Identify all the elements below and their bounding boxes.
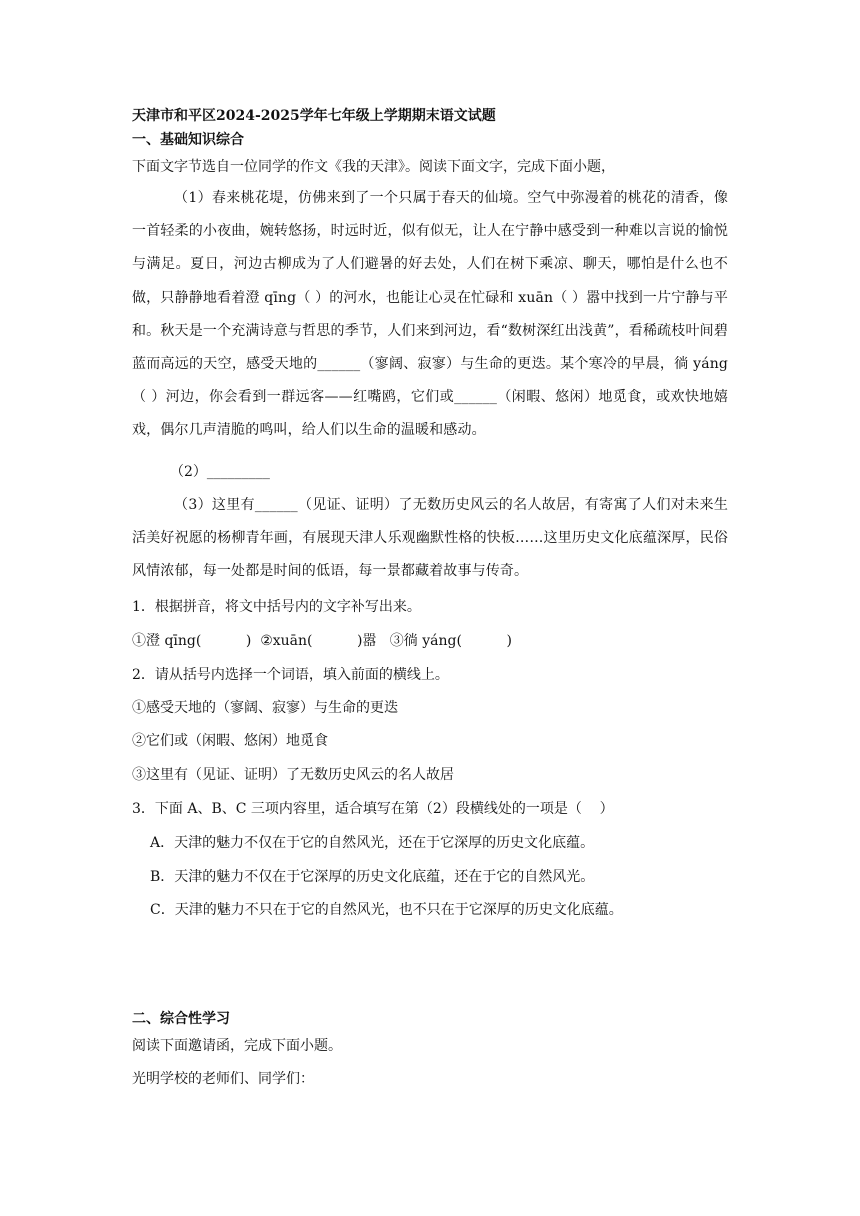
section2-intro: 阅读下面邀请函，完成下面小题。	[132, 1038, 342, 1054]
question-1-blanks: ①澄 qīng( ) ②xuān( )嚣 ③徜 yáng( )	[132, 633, 512, 649]
section2-heading: 二、综合性学习	[132, 1011, 230, 1027]
question-3-option-a: A．天津的魅力不仅在于它的自然风光，还在于它深厚的历史文化底蕴。	[150, 835, 595, 851]
question-1: 1．根据拼音，将文中括号内的文字补写出来。	[132, 599, 421, 615]
invitation-greeting: 光明学校的老师们、同学们：	[132, 1071, 314, 1087]
section1-heading: 一、基础知识综合	[132, 132, 244, 148]
question-2-item: ③这里有（见证、证明）了无数历史风云的名人故居	[132, 767, 454, 783]
passage-paragraph-2: （2）_________	[170, 464, 270, 480]
question-3: 3．下面 A、B、C 三项内容里，适合填写在第（2）段横线处的一项是（ ）	[132, 801, 614, 817]
question-2-item: ①感受天地的（寥阔、寂寥）与生命的更迭	[132, 700, 398, 716]
question-3-option-c: C．天津的魅力不只在于它的自然风光，也不只在于它深厚的历史文化底蕴。	[150, 902, 623, 918]
passage-paragraph-3: （3）这里有______（见证、证明）了无数历史风云的名人故居，有寄寓了人们对未来生活美好祝愿的杨柳青年画，有展现天津人乐观幽默性格的快板……这里历史文化底蕴深厚，民俗风情浓郁，每一处都是时间的低语，每一景都藏着故事与传奇。	[132, 497, 728, 580]
passage-paragraph-1: （1）春来桃花堤，仿佛来到了一个只属于春天的仙境。空气中弥漫着的桃花的清香，像一首轻柔的小夜曲，婉转悠扬，时远时近，似有似无，让人在宁静中感受到一种难以言说的愉悦与满足。夏日，河边古柳成为了人们避暑的好去处，人们在树下乘凉、聊天，哪怕是什么也不做，只静静地看着澄 qīng（ ）的河水，也能让心灵在忙碌和 xuān（ ）嚣中找到一片宁静与平和。秋天是一个充满诗意与哲思的季节，人们来到河边，看“数树深红出浅黄”，看稀疏枝叶间碧蓝而高远的天空，感受天地的______（寥阔、寂寥）与生命的更迭。某个寒冷的早晨，徜 yáng（ ）河边，你会看到一群远客——红嘴鸥，它们或______（闲暇、悠闲）地觅食，或欢快地嬉戏，偶尔几声清脆的鸣叫，给人们以生命的温暖和感动。	[132, 190, 728, 439]
section1-intro: 下面文字节选自一位同学的作文《我的天津》。阅读下面文字，完成下面小题，	[132, 159, 615, 175]
question-3-option-b: B．天津的魅力不仅在于它深厚的历史文化底蕴，还在于它的自然风光。	[150, 869, 595, 885]
exam-title: 天津市和平区2024-2025学年七年级上学期期末语文试题	[132, 108, 496, 124]
question-2: 2．请从括号内选择一个词语，填入前面的横线上。	[132, 667, 449, 683]
question-2-item: ②它们或（闲暇、悠闲）地觅食	[132, 733, 328, 749]
